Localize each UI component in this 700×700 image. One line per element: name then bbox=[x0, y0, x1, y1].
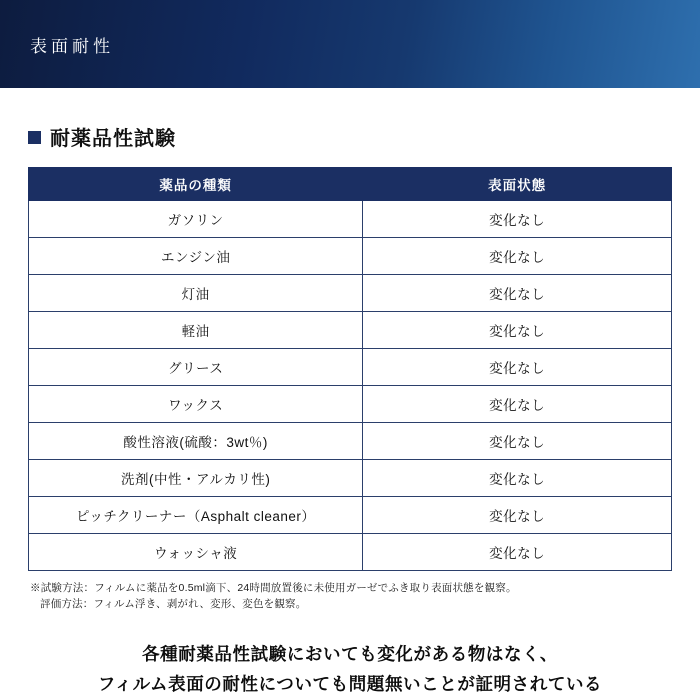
cell-surface-state: 変化なし bbox=[363, 201, 672, 238]
table-row bbox=[29, 497, 672, 534]
table-row bbox=[29, 460, 672, 497]
table-row bbox=[29, 534, 672, 571]
table-header-row bbox=[29, 168, 672, 201]
note-evaluation-method: 評価方法：フィルム浮き、剥がれ、変形、変色を観察。 bbox=[40, 598, 307, 611]
section-heading bbox=[28, 122, 672, 151]
cell-chemical: グリース bbox=[29, 349, 363, 386]
conclusion-text bbox=[28, 639, 672, 700]
test-method-notes bbox=[28, 580, 672, 613]
note-test-method: ※試験方法：フィルムに薬品を0.5ml滴下、24時間放置後に未使用ガーゼでふき取り表面状態を観察。 bbox=[30, 582, 517, 594]
cell-surface-state: 変化なし bbox=[363, 534, 672, 571]
table-row bbox=[29, 349, 672, 386]
cell-surface-state: 変化なし bbox=[363, 312, 672, 349]
cell-surface-state: 変化なし bbox=[363, 460, 672, 497]
cell-surface-state: 変化なし bbox=[363, 497, 672, 534]
table-row bbox=[29, 201, 672, 238]
table-row bbox=[29, 275, 672, 312]
cell-surface-state: 変化なし bbox=[363, 275, 672, 312]
table-row bbox=[29, 312, 672, 349]
cell-surface-state: 変化なし bbox=[363, 386, 672, 423]
cell-chemical: 酸性溶液(硫酸：3wt％) bbox=[29, 423, 363, 460]
content-area bbox=[0, 122, 700, 700]
column-header-surface-state: 表面状態 bbox=[363, 168, 672, 201]
cell-chemical: 灯油 bbox=[29, 275, 363, 312]
cell-surface-state: 変化なし bbox=[363, 423, 672, 460]
cell-chemical: 軽油 bbox=[29, 312, 363, 349]
cell-chemical: エンジン油 bbox=[29, 238, 363, 275]
cell-chemical: ウォッシャ液 bbox=[29, 534, 363, 571]
cell-chemical: ピッチクリーナー（Asphalt cleaner） bbox=[29, 497, 363, 534]
chemical-resistance-table bbox=[28, 167, 672, 571]
cell-surface-state: 変化なし bbox=[363, 238, 672, 275]
section-heading-label: 耐薬品性試験 bbox=[50, 128, 176, 150]
conclusion-line-2: フィルム表面の耐性についても問題無いことが証明されている bbox=[97, 674, 603, 695]
column-header-chemical: 薬品の種類 bbox=[29, 168, 363, 201]
cell-chemical: 洗剤(中性・アルカリ性) bbox=[29, 460, 363, 497]
cell-surface-state: 変化なし bbox=[363, 349, 672, 386]
table-row bbox=[29, 238, 672, 275]
square-marker-icon bbox=[28, 131, 41, 144]
page-title: 表面耐性 bbox=[30, 36, 114, 56]
cell-chemical: ワックス bbox=[29, 386, 363, 423]
table-body bbox=[29, 201, 672, 571]
header-band bbox=[0, 0, 700, 88]
cell-chemical: ガソリン bbox=[29, 201, 363, 238]
table-row bbox=[29, 423, 672, 460]
conclusion-line-1: 各種耐薬品性試験においても変化がある物はなく、 bbox=[142, 643, 558, 664]
table-head bbox=[29, 168, 672, 201]
table-row bbox=[29, 386, 672, 423]
